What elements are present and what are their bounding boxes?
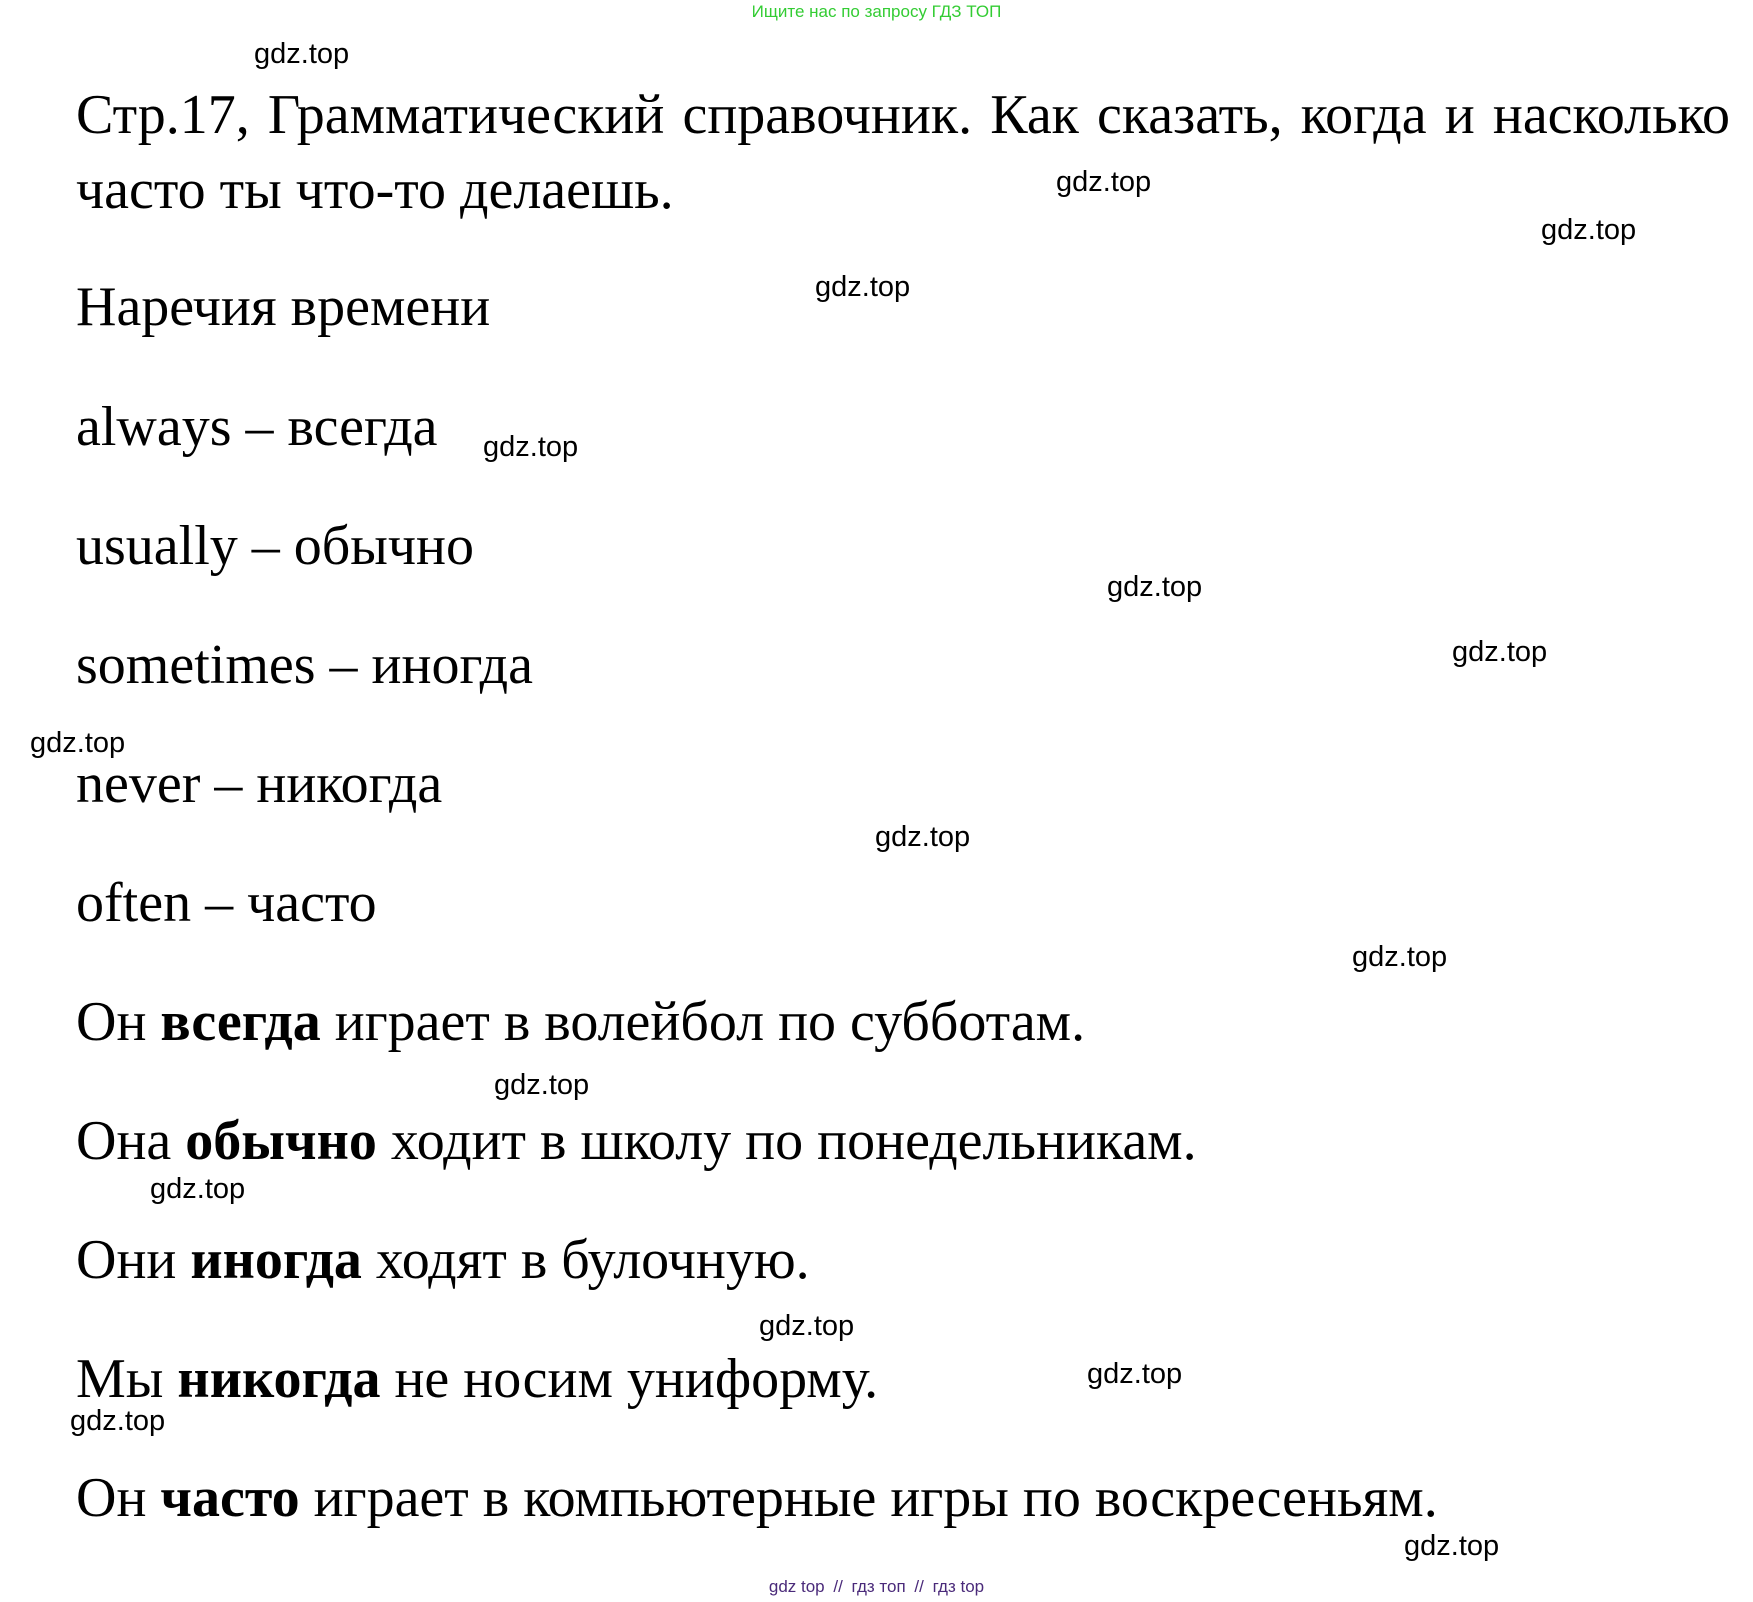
example-2-before: Она	[76, 1110, 186, 1172]
adverb-usually: usually – обычно	[76, 515, 475, 577]
example-1-adverb: всегда	[160, 991, 321, 1053]
watermark: gdz.top	[875, 821, 971, 853]
example-3-after: ходят в булочную.	[361, 1229, 810, 1291]
example-5-after: играет в компьютерные игры по воскресеньям.	[299, 1467, 1438, 1529]
watermark: gdz.top	[483, 431, 579, 463]
example-sentence-1	[76, 990, 1085, 1054]
watermark: gdz.top	[759, 1310, 855, 1342]
example-5-adverb: часто	[160, 1467, 300, 1529]
bottom-banner-part-1: gdz top	[768, 1577, 825, 1596]
watermark: gdz.top	[1352, 941, 1448, 973]
adverb-always: always – всегда	[76, 396, 438, 458]
watermark: gdz.top	[30, 727, 126, 759]
example-2-adverb: обычно	[185, 1110, 377, 1172]
example-1-before: Он	[76, 991, 161, 1053]
adverb-sometimes: sometimes – иногда	[76, 634, 533, 696]
adverb-never: never – никогда	[76, 753, 443, 815]
bottom-banner-separator: //	[914, 1577, 924, 1596]
page-title: Стр.17, Грамматический справочник. Как сказать, когда и насколько часто ты что-то делаешь.	[76, 84, 1730, 221]
watermark: gdz.top	[70, 1405, 166, 1437]
example-3-before: Они	[76, 1229, 191, 1291]
example-sentence-3	[76, 1228, 810, 1292]
example-sentence-5	[76, 1466, 1438, 1530]
example-2-after: ходит в школу по понедельникам.	[376, 1110, 1197, 1172]
example-1-after: играет в волейбол по субботам.	[320, 991, 1086, 1053]
watermark: gdz.top	[1404, 1530, 1500, 1562]
watermark: gdz.top	[1541, 214, 1637, 246]
example-5-before: Он	[76, 1467, 161, 1529]
adverb-often: often – часто	[76, 872, 377, 934]
watermark: gdz.top	[150, 1173, 246, 1205]
watermark: gdz.top	[254, 38, 350, 70]
watermark: gdz.top	[494, 1069, 590, 1101]
example-4-adverb: никогда	[177, 1348, 381, 1410]
watermark: gdz.top	[1107, 571, 1203, 603]
bottom-banner-separator: //	[833, 1577, 843, 1596]
bottom-banner-part-3: гдз top	[932, 1577, 985, 1596]
bottom-banner	[0, 1577, 1753, 1597]
watermark: gdz.top	[1452, 636, 1548, 668]
watermark: gdz.top	[815, 271, 911, 303]
watermark: gdz.top	[1056, 166, 1152, 198]
section-heading: Наречия времени	[76, 276, 491, 338]
example-4-before: Мы	[76, 1348, 178, 1410]
example-sentence-2	[76, 1109, 1197, 1173]
watermark: gdz.top	[1087, 1358, 1183, 1390]
example-4-after: не носим униформу.	[380, 1348, 879, 1410]
bottom-banner-part-2: гдз топ	[851, 1577, 906, 1596]
example-sentence-4	[76, 1347, 878, 1411]
top-banner: Ищите нас по запросу ГДЗ ТОП	[751, 2, 1002, 21]
example-3-adverb: иногда	[190, 1229, 362, 1291]
